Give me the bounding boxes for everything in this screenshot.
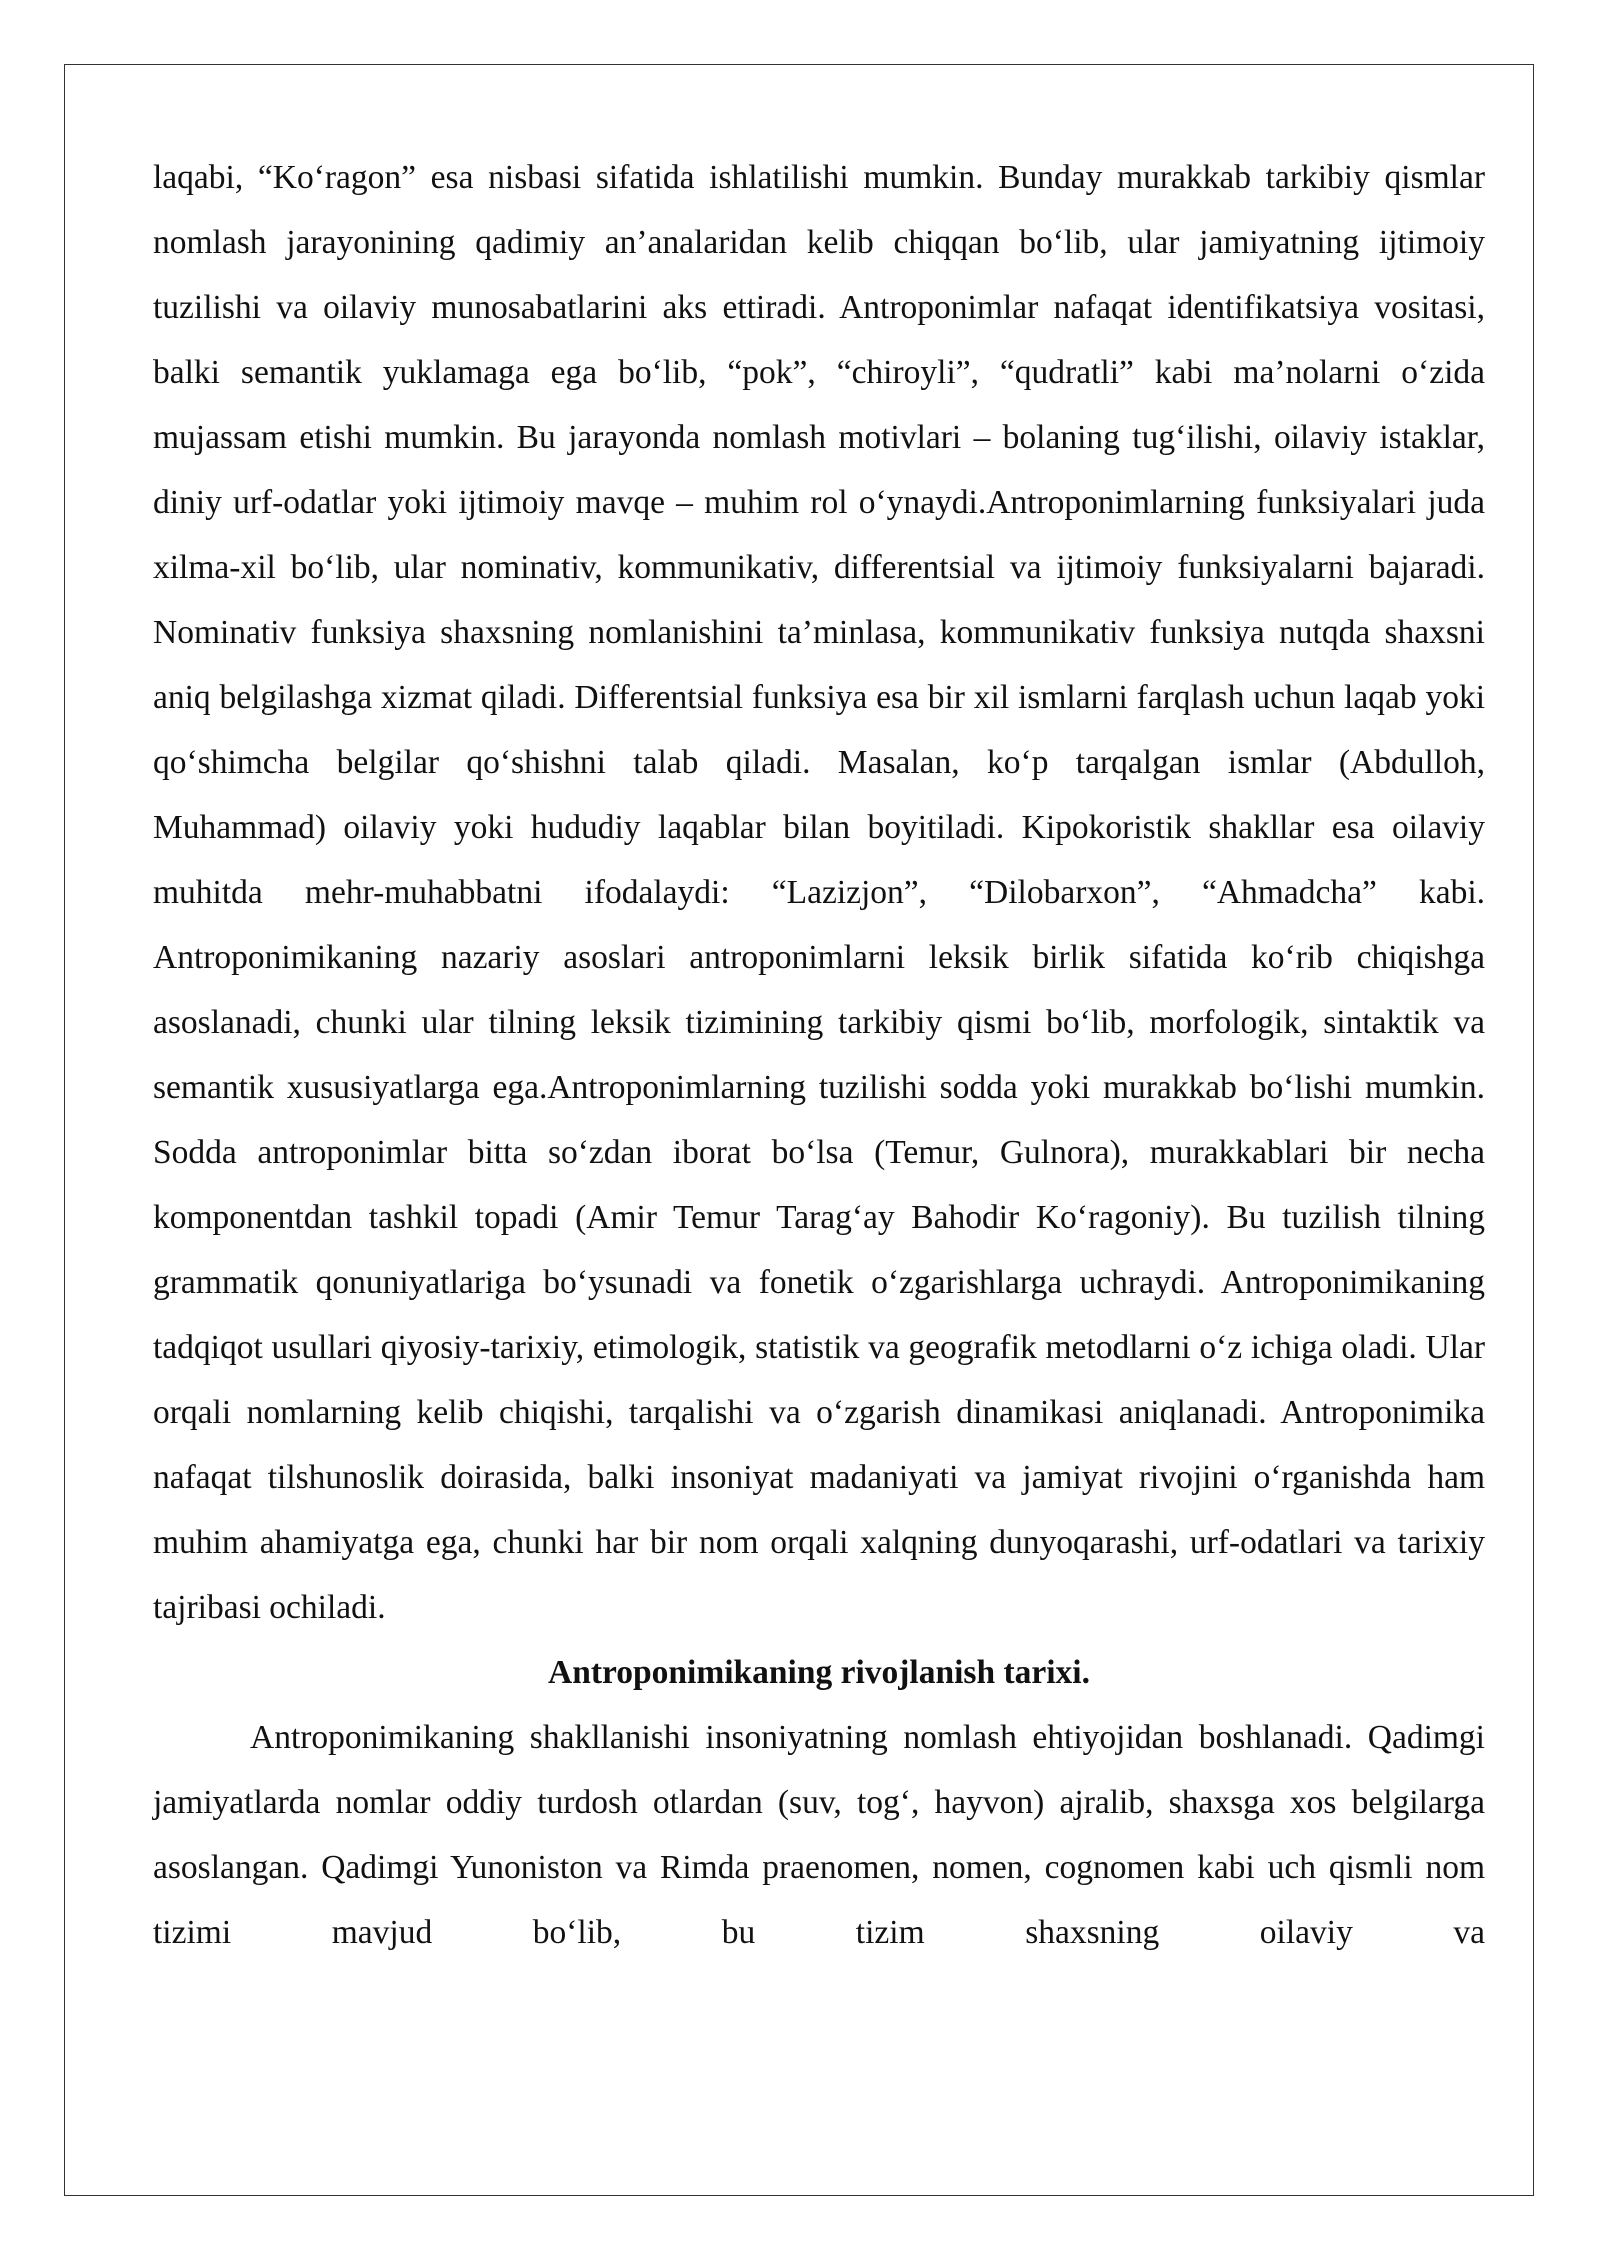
section-heading: Antroponimikaning rivojlanish tarixi.	[548, 1654, 1090, 1691]
body-paragraph: Antroponimikaning shakllanishi insoniyatning nomlash ehtiyojidan boshlanadi. Qadimgi jamiyatlarda nomlar oddiy turdosh otlardan (suv, togʻ, hayvon) ajralib, shaxsga xos belgilarga asoslangan. Qadimgi Yunoniston va Rimda praenomen, nomen, cognomen kabi uch qismli nom tizimi mavjud boʻlib, bu tizim shaxsning oilaviy va	[153, 1719, 1485, 1951]
document-body	[153, 145, 1485, 1965]
body-paragraph: laqabi, “Koʻragon” esa nisbasi sifatida ishlatilishi mumkin. Bunday murakkab tarkibiy qismlar nomlash jarayonining qadimiy an’analaridan kelib chiqqan boʻlib, ular jamiyatning ijtimoiy tuzilishi va oilaviy munosabatlarini aks ettiradi. Antroponimlar nafaqat identifikatsiya vositasi, balki semantik yuklamaga ega boʻlib, “pok”, “chiroyli”, “qudratli” kabi ma’nolarni oʻzida mujassam etishi mumkin. Bu jarayonda nomlash motivlari – bolaning tugʻilishi, oilaviy istaklar, diniy urf-odatlar yoki ijtimoiy mavqe – muhim rol oʻynaydi.Antroponimlarning funksiyalari juda xilma-xil boʻlib, ular nominativ, kommunikativ, differentsial va ijtimoiy funksiyalarni bajaradi. Nominativ funksiya shaxsning nomlanishini ta’minlasa, kommunikativ funksiya nutqda shaxsni aniq belgilashga xizmat qiladi. Differentsial funksiya esa bir xil ismlarni farqlash uchun laqab yoki qoʻshimcha belgilar qoʻshishni talab qiladi. Masalan, koʻp tarqalgan ismlar (Abdulloh, Muhammad) oilaviy yoki hududiy laqablar bilan boyitiladi. Kipokoristik shakllar esa oilaviy muhitda mehr-muhabbatni ifodalaydi: “Lazizjon”, “Dilobarxon”, “Ahmadcha” kabi. Antroponimikaning nazariy asoslari antroponimlarni leksik birlik sifatida koʻrib chiqishga asoslanadi, chunki ular tilning leksik tizimining tarkibiy qismi boʻlib, morfologik, sintaktik va semantik xususiyatlarga ega.Antroponimlarning tuzilishi sodda yoki murakkab boʻlishi mumkin. Sodda antroponimlar bitta soʻzdan iborat boʻlsa (Temur, Gulnora), murakkablari bir necha komponentdan tashkil topadi (Amir Temur Taragʻay Bahodir Koʻragoniy). Bu tuzilish tilning grammatik qonuniyatlariga boʻysunadi va fonetik oʻzgarishlarga uchraydi. Antroponimikaning tadqiqot usullari qiyosiy-tarixiy, etimologik, statistik va geografik metodlarni oʻz ichiga oladi. Ular orqali nomlarning kelib chiqishi, tarqalishi va oʻzgarish dinamikasi aniqlanadi. Antroponimika nafaqat tilshunoslik doirasida, balki insoniyat madaniyati va jamiyat rivojini oʻrganishda ham muhim ahamiyatga ega, chunki har bir nom orqali xalqning dunyoqarashi, urf-odatlari va tarixiy tajribasi ochiladi.	[153, 159, 1485, 1626]
